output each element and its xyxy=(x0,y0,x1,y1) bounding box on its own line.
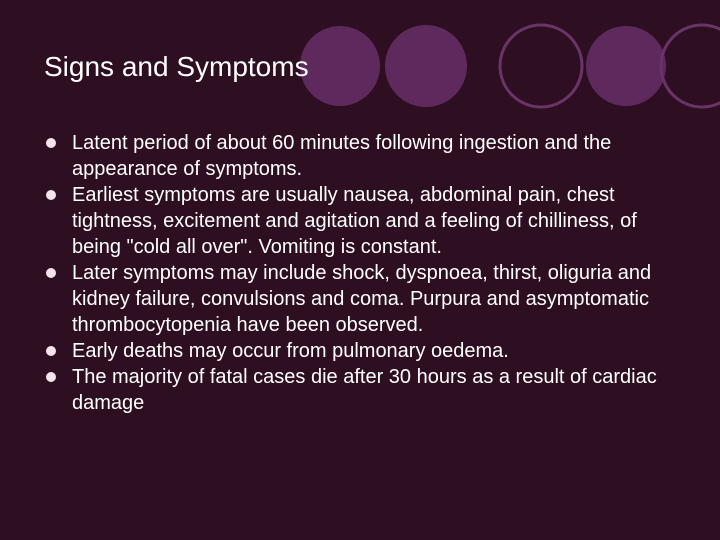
bullet-text: Later symptoms may include shock, dyspnoea, thirst, oliguria and kidney failure, convulsions and coma. Purpura and asymptomatic thrombocytopenia have been observed. xyxy=(72,262,652,336)
filled-circle-1 xyxy=(300,26,380,106)
bullet-dot-icon xyxy=(46,190,56,200)
bullet-item xyxy=(44,260,684,338)
bullet-dot-icon xyxy=(46,372,56,382)
bullet-text: Earliest symptoms are usually nausea, abdominal pain, chest tightness, excitement and agitation and a feeling of chilliness, of being "cold all over". Vomiting is constant. xyxy=(72,184,637,258)
bullet-text: Early deaths may occur from pulmonary oedema. xyxy=(72,340,509,362)
bullet-item xyxy=(44,130,684,182)
bullet-text: The majority of fatal cases die after 30 hours as a result of cardiac damage xyxy=(72,366,657,414)
bullet-dot-icon xyxy=(46,138,56,148)
filled-circle-3 xyxy=(586,26,666,106)
bullet-item xyxy=(44,338,684,364)
bullet-list xyxy=(44,130,684,416)
bullet-text: Latent period of about 60 minutes following ingestion and the appearance of symptoms. xyxy=(72,132,612,180)
bullet-dot-icon xyxy=(46,346,56,356)
bullet-item xyxy=(44,182,684,260)
outline-circle-1 xyxy=(500,25,582,107)
bullet-item xyxy=(44,364,684,416)
filled-circle-2 xyxy=(385,25,467,107)
bullet-dot-icon xyxy=(46,268,56,278)
outline-circle-2 xyxy=(661,25,720,107)
slide-title: Signs and Symptoms xyxy=(44,51,309,82)
